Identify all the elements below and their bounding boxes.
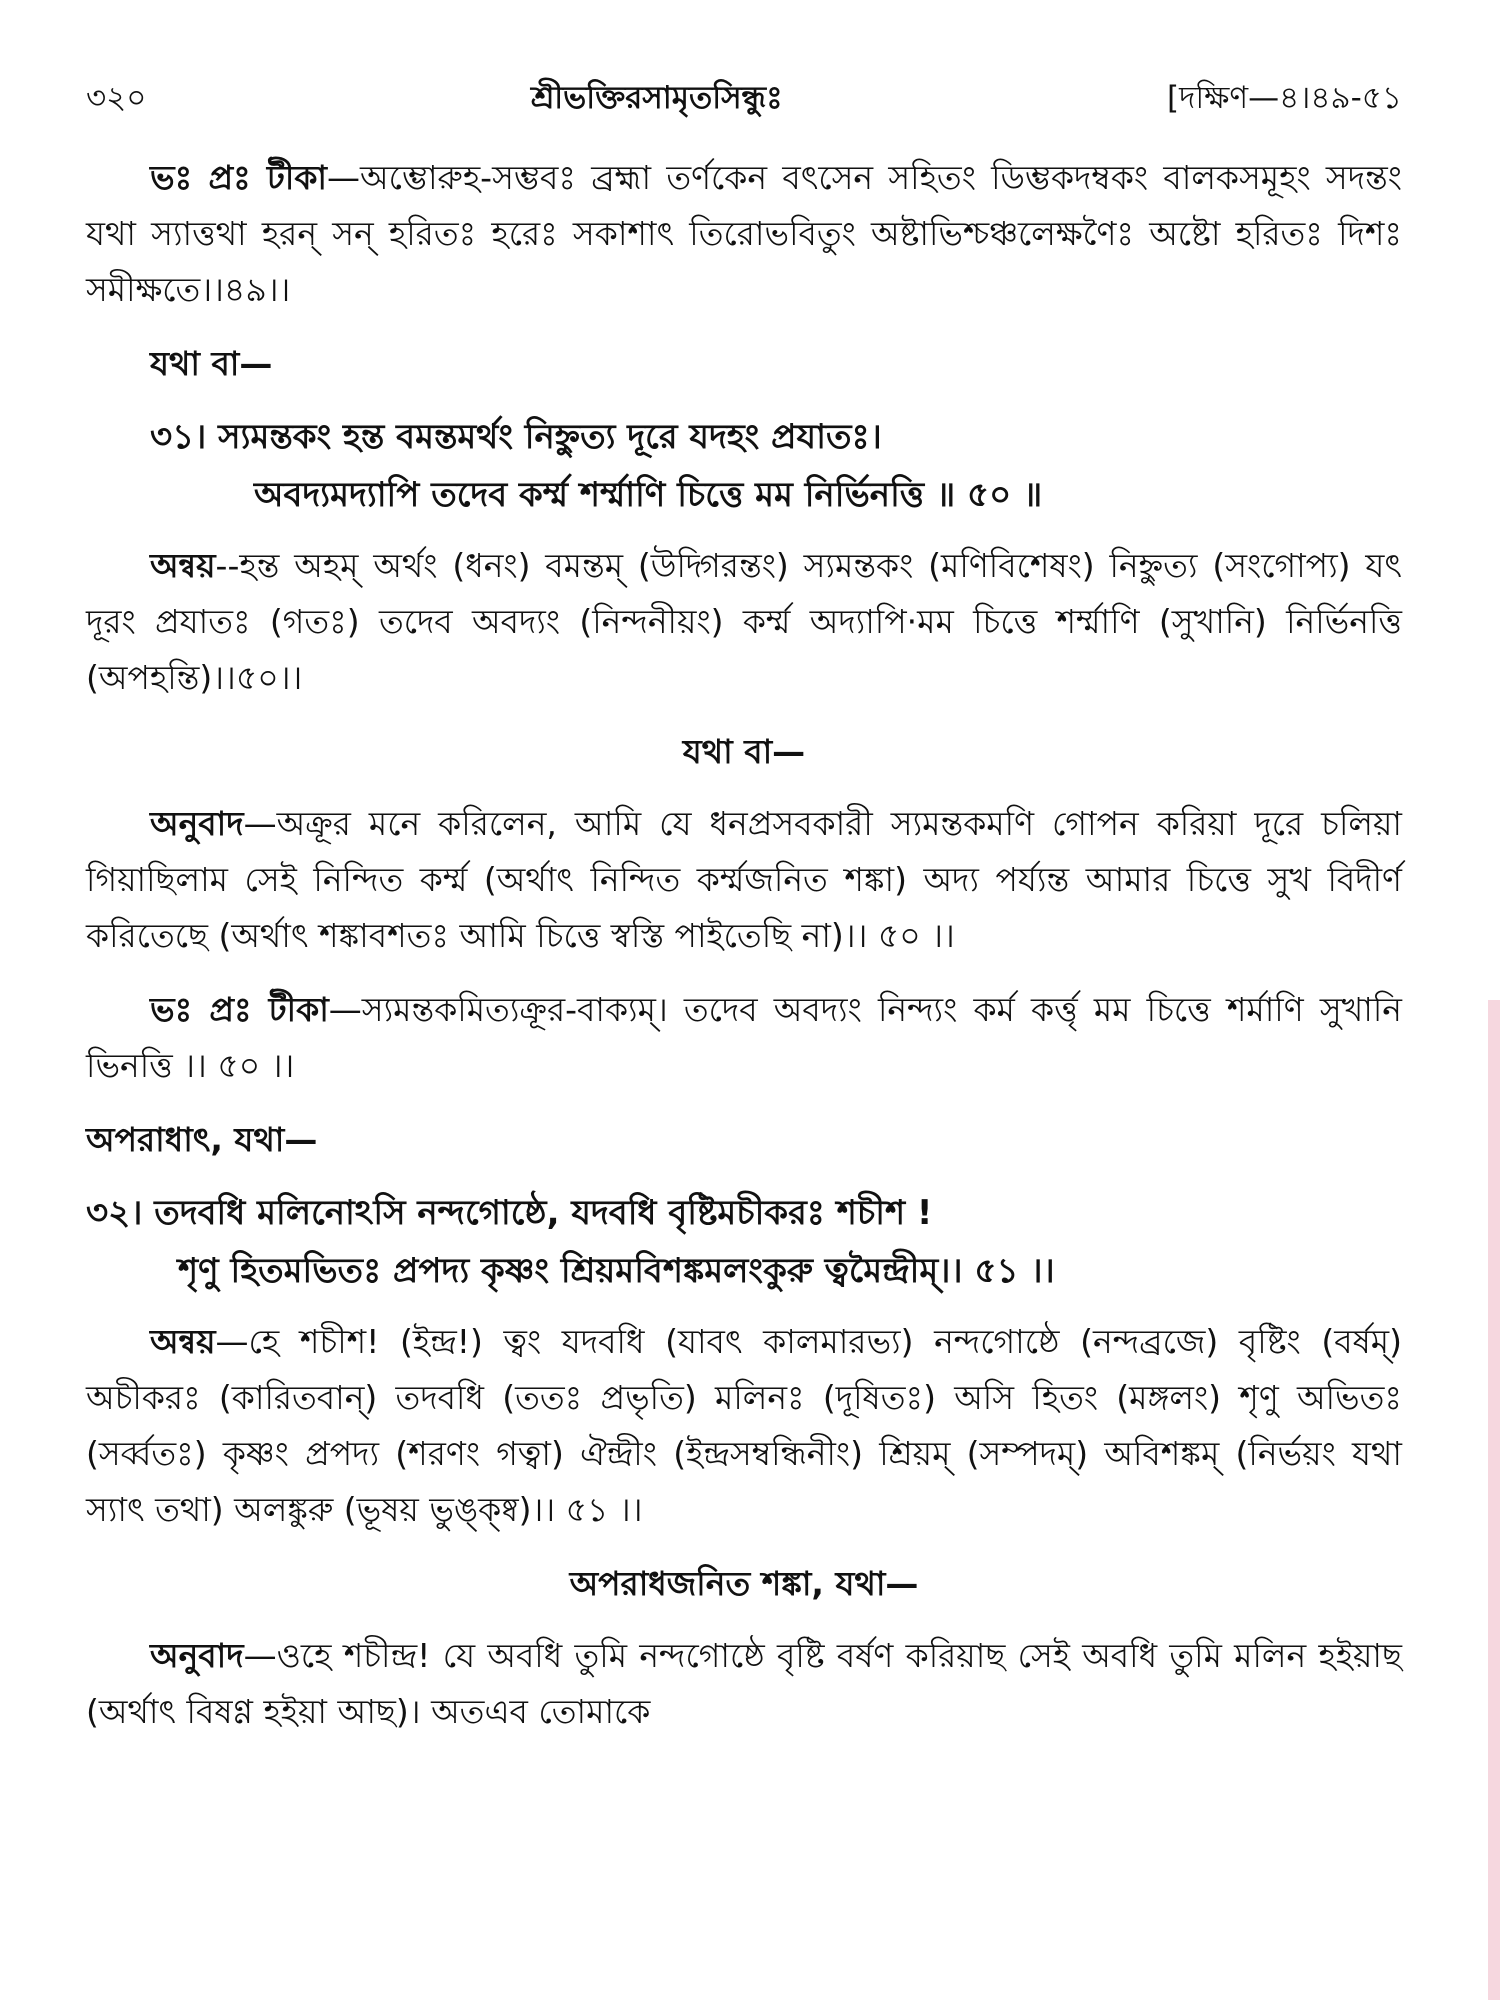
commentary-label: ভঃ প্রঃ টীকা (150, 158, 328, 197)
commentary-text: —স্যমন্তকমিত্যক্রূর-বাক্যম্। তদেব অবদ্যং নিন্দ্যং কর্ম কর্ত্তৃ মম চিত্তে শর্মাণি সুখানি ভিনত্তি ।। ৫০ ।। (86, 990, 1403, 1085)
anvaya-50 (86, 538, 1402, 706)
verse-line: অবদ্যমদ্যাপি তদেব কর্ম্ম শর্ম্মাণি চিত্তে মম নির্ভিনত্তি ॥ ৫০ ॥ (254, 475, 1043, 515)
running-header (86, 70, 1402, 126)
verse-31 (86, 408, 1402, 524)
verse-line: ৩১। স্যমন্তকং হন্ত বমন্তমর্থং নিহ্নুত্য দূরে যদহং প্রযাতঃ। (150, 417, 882, 457)
anvaya-51 (86, 1314, 1402, 1538)
verse-line: শৃণু হিতমভিতঃ প্রপদ্য কৃষ্ণং শ্রিয়মবিশঙ্কমলংকুরু ত্বমৈন্দ্রীম্।। ৫১ ।। (178, 1251, 1055, 1291)
anvaya-text: —হে শচীশ! (ইন্দ্র!) ত্বং যদবধি (যাবৎ কালমারভ্য) নন্দগোষ্ঠে (নন্দব্রজে) বৃষ্টিং (বর্ষম্) অচীকরঃ (কারিতবান্) তদবধি (ততঃ প্রভৃতি) মলিনঃ (দূষিতঃ) অসি হিতং (মঙ্গলং) শৃণু অভিতঃ (সর্ব্বতঃ) কৃষ্ণং প্রপদ্য (শরণং গত্বা) ঐন্দ্রীং (ইন্দ্রসম্বন্ধিনীং) শ্রিয়ম্ (সম্পদম্) অবিশঙ্কম্ (নির্ভয়ং যথা স্যাৎ তথা) অলঙ্কুরু (ভূষয় ভুঙ্ক্ষ্ব)।। ৫১ ।। (86, 1322, 1402, 1529)
translation-label: অনুবাদ (150, 1636, 244, 1675)
translation-51 (86, 1628, 1402, 1740)
section-heading-aparadhat: অপরাধাৎ, যথা— (86, 1120, 318, 1159)
document-page (86, 70, 1402, 1758)
translation-50 (86, 796, 1402, 964)
translation-label: অনুবাদ (150, 804, 244, 843)
commentary-50 (86, 982, 1402, 1094)
commentary-label: ভঃ প্রঃ টীকা (150, 990, 329, 1029)
verse-32 (86, 1184, 1402, 1300)
section-heading-yatha-ba: যথা বা— (150, 344, 273, 383)
section-heading-aparadha-shanka: অপরাধজনিত শঙ্কা, যথা— (569, 1564, 919, 1603)
verse-line: ৩২। তদবধি মলিনোঽসি নন্দগোষ্ঠে, যদবধি বৃষ্টিমচীকরঃ শচীশ ! (86, 1193, 933, 1233)
anvaya-label: অন্বয় (150, 1322, 216, 1361)
book-title: শ্রীভক্তিরসামৃতসিন্ধুঃ (530, 80, 783, 116)
commentary-text: —অম্ভোরুহ-সম্ভবঃ ব্রহ্মা তর্ণকেন বৎসেন সহিতং ডিম্ভকদম্বকং বালকসমূহং সদন্তং যথা স্যাত্তথা হরন্ সন্ হরিতঃ হরেঃ সকাশাৎ তিরোভবিতুং অষ্টাভিশ্চঞ্চলেক্ষণৈঃ অষ্টো হরিতঃ দিশঃ সমীক্ষতে।।৪৯।। (86, 158, 1403, 309)
section-heading-yatha-ba-2: যথা বা— (682, 732, 806, 771)
commentary-49 (86, 150, 1402, 318)
anvaya-label: অন্বয় (150, 546, 216, 585)
section-reference: [দক্ষিণ—৪।৪৯-৫১ (1167, 80, 1402, 116)
anvaya-text: --হন্ত অহম্ অর্থং (ধনং) বমন্তম্ (উদ্গিরন্তং) স্যমন্তকং (মণিবিশেষং) নিহ্নুত্য (সংগোপ্য) যৎ দূরং প্রযাতঃ (গতঃ) তদেব অবদ্যং (নিন্দনীয়ং) কর্ম্ম অদ্যাপি·মম চিত্তে শর্ম্মাণি (সুখানি) নির্ভিনত্তি (অপহন্তি)।।৫০।। (86, 546, 1402, 697)
translation-text: —ওহে শচীন্দ্র! যে অবধি তুমি নন্দগোষ্ঠে বৃষ্টি বর্ষণ করিয়াছ সেই অবধি তুমি মলিন হইয়াছ (অর্থাৎ বিষণ্ণ হইয়া আছ)। অতএব তোমাকে (86, 1636, 1402, 1731)
page-number: ৩২০ (86, 80, 147, 116)
translation-text: —অক্রূর মনে করিলেন, আমি যে ধনপ্রসবকারী স্যমন্তকমণি গোপন করিয়া দূরে চলিয়া গিয়াছিলাম সেই নিন্দিত কর্ম্ম (অর্থাৎ নিন্দিত কর্ম্মজনিত শঙ্কা) অদ্য পর্য্যন্ত আমার চিত্তে সুখ বিদীর্ণ করিতেছে (অর্থাৎ শঙ্কাবশতঃ আমি চিত্তে স্বস্তি পাইতেছি না)।। ৫০ ।। (86, 804, 1402, 955)
page-edge-mark (1488, 1000, 1500, 2000)
